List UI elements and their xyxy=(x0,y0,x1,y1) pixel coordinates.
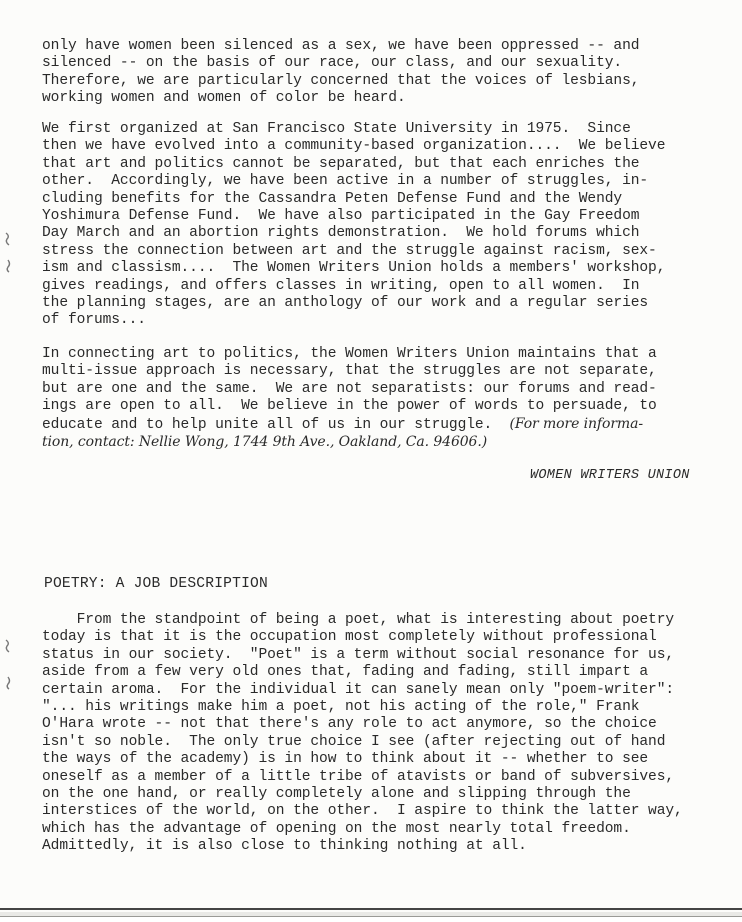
text-line: then we have evolved into a community-based organization.... We believe xyxy=(42,138,666,155)
text-line: Admittedly, it is also close to thinking nothing at all. xyxy=(42,838,527,855)
text-line: ism and classism.... The Women Writers Union holds a members' workshop, xyxy=(42,260,666,277)
text-line: status in our society. "Poet" is a term without social resonance for us, xyxy=(42,646,675,663)
text-line: working women and women of color be heard. xyxy=(42,90,406,107)
text-line: today is that it is the occupation most completely without professional xyxy=(42,629,657,646)
text-line: In connecting art to politics, the Women Writers Union maintains that a xyxy=(42,346,657,362)
text-line: the ways of the academy) is in how to think about it -- whether to see xyxy=(42,751,649,768)
text-line: on the one hand, or really completely alone and slipping through the xyxy=(42,786,631,803)
binder-mark-bottom-1 xyxy=(4,639,12,653)
intro-paragraph xyxy=(42,38,722,108)
text-line: multi-issue approach is necessary, that the struggles are not separate, xyxy=(42,363,657,380)
text-line: the planning stages, are an anthology of our work and a regular series xyxy=(42,295,649,312)
text-line: interstices of the world, on the other. I aspire to think the latter way, xyxy=(42,803,683,820)
history-paragraph xyxy=(42,121,722,330)
section-heading: POETRY: A JOB DESCRIPTION xyxy=(44,576,268,592)
text-line: O'Hara wrote -- not that there's any role to act anymore, so the choice xyxy=(42,716,657,733)
text-line: cluding benefits for the Cassandra Peten Defense Fund and the Wendy xyxy=(42,190,623,207)
binder-mark-top-1 xyxy=(4,232,12,246)
section-body xyxy=(42,612,722,856)
binder-mark-bottom-2 xyxy=(4,676,12,690)
text-line: "... his writings make him a poet, not his acting of the role," Frank xyxy=(42,699,640,716)
text-line: gives readings, and offers classes in writing, open to all women. In xyxy=(42,277,640,294)
text-line: Yoshimura Defense Fund. We have also participated in the Gay Freedom xyxy=(42,208,640,225)
contact-info-italic: tion, contact: Nellie Wong, 1744 9th Ave., Oakland, Ca. 94606.) xyxy=(42,434,488,451)
text-line: stress the connection between art and the struggle against racism, sex- xyxy=(42,242,657,259)
text-line: We first organized at San Francisco State University in 1975. Since xyxy=(42,121,631,137)
text-line: of forums... xyxy=(42,312,146,329)
text-line-mixed xyxy=(42,416,722,434)
text-line: certain aroma. For the individual it can sanely mean only "poem-writer": xyxy=(42,681,675,698)
politics-paragraph xyxy=(42,346,722,451)
text-segment: educate and to help unite all of us in our struggle. xyxy=(42,416,510,433)
text-line: other. Accordingly, we have been active in a number of struggles, in- xyxy=(42,173,649,190)
contact-info-italic: (For more informa- xyxy=(509,415,643,432)
text-line: isn't so noble. The only true choice I see (after rejecting out of hand xyxy=(42,733,666,750)
text-line: ings are open to all. We believe in the power of words to persuade, to xyxy=(42,398,657,415)
binder-mark-top-2 xyxy=(4,259,12,273)
text-line: Day March and an abortion rights demonstration. We hold forums which xyxy=(42,225,640,242)
page-bottom-edge xyxy=(0,906,742,917)
text-line: only have women been silenced as a sex, we have been oppressed -- and xyxy=(42,38,640,54)
signature: WOMEN WRITERS UNION xyxy=(530,468,690,483)
text-line: Therefore, we are particularly concerned that the voices of lesbians, xyxy=(42,72,640,89)
text-line: aside from a few very old ones that, fading and fading, still impart a xyxy=(42,664,649,681)
text-line: oneself as a member of a little tribe of atavists or band of subversives, xyxy=(42,768,675,785)
text-line: that art and politics cannot be separated, but that each enriches the xyxy=(42,155,640,172)
text-line: but are one and the same. We are not separatists: our forums and read- xyxy=(42,380,657,397)
text-line: From the standpoint of being a poet, what is interesting about poetry xyxy=(42,612,675,628)
text-line: which has the advantage of opening on the most nearly total freedom. xyxy=(42,820,631,837)
text-line: silenced -- on the basis of our race, our class, and our sexuality. xyxy=(42,55,623,72)
